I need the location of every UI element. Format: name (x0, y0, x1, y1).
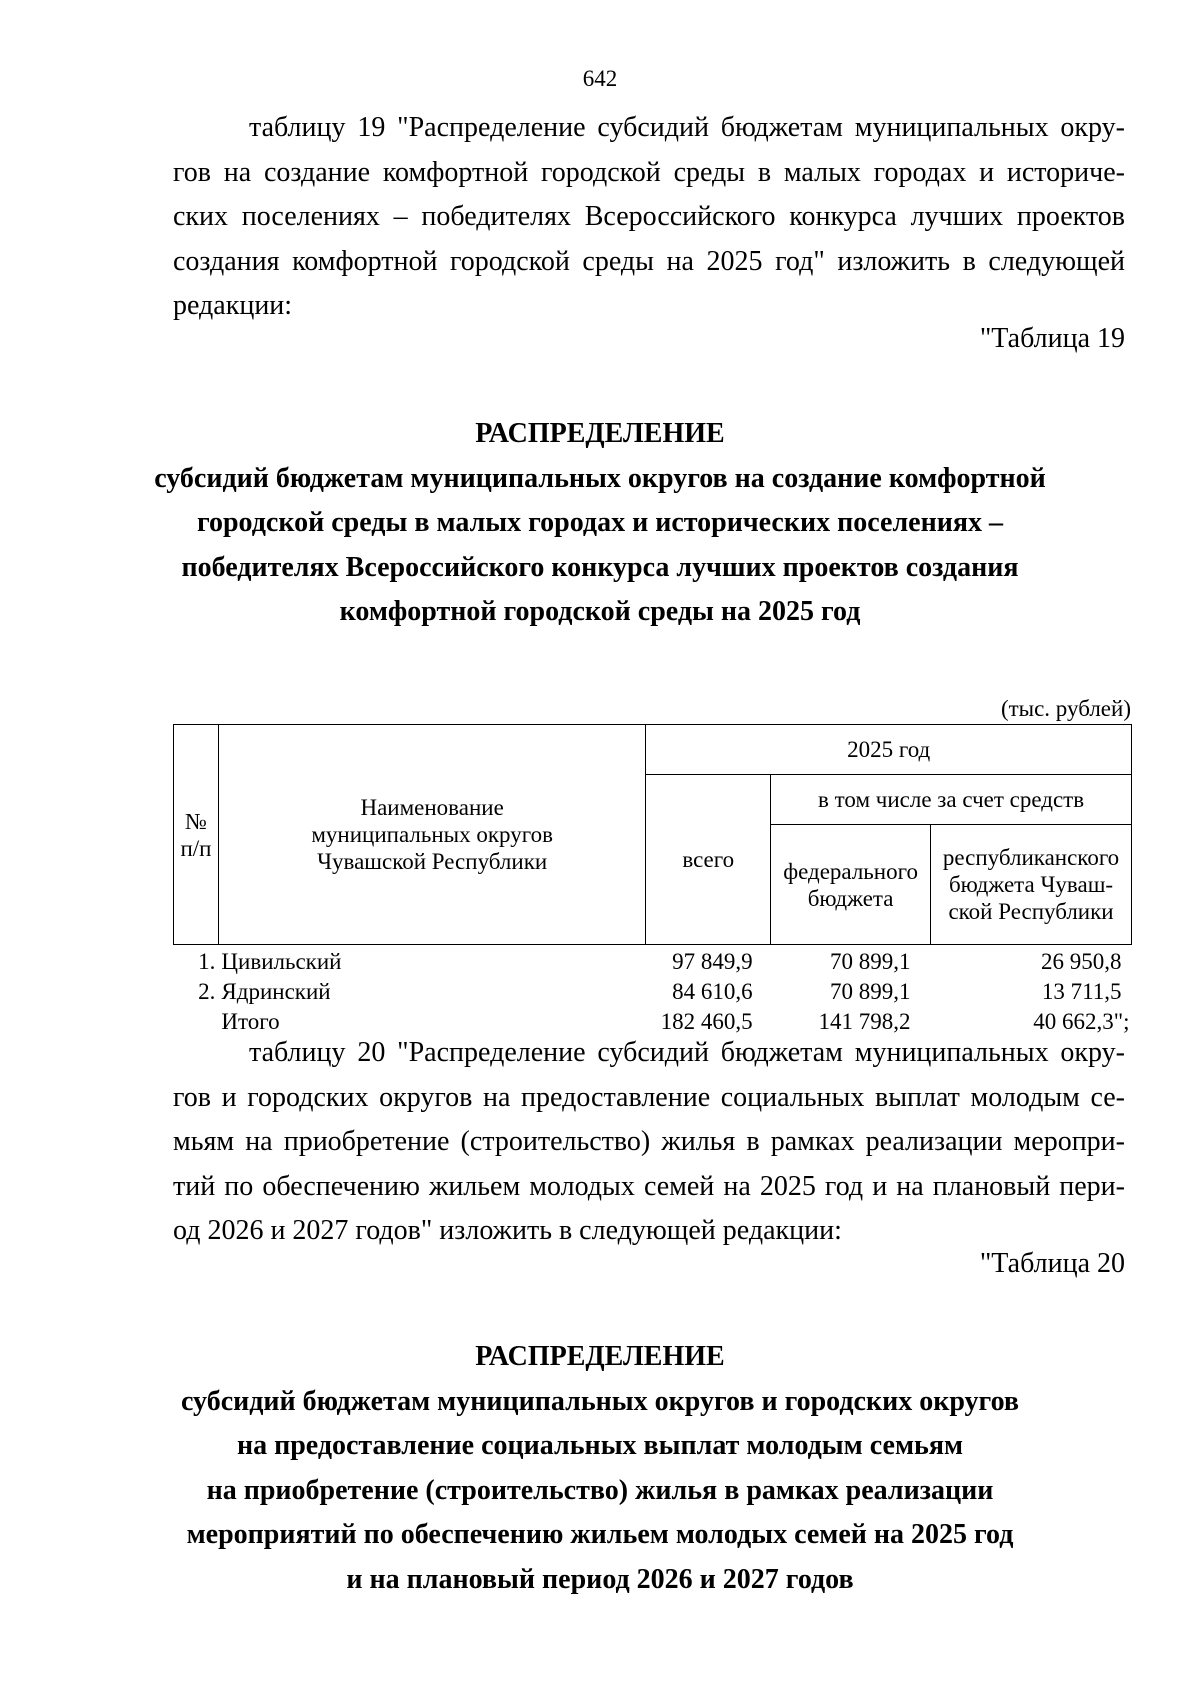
table-20-label: "Таблица 20 (979, 1248, 1125, 1279)
intro-paragraph-table-20 (173, 1031, 1125, 1254)
table-row (174, 945, 1132, 978)
total-name: Итого (221, 1009, 280, 1034)
table-19-label: "Таблица 19 (979, 323, 1125, 354)
paragraph-line: создания комфортной городской среды на 2025 год" изложить в следующей (173, 245, 1125, 277)
paragraph-line: таблицу 20 "Распределение субсидий бюджетам муниципальных окру- (249, 1037, 1125, 1068)
title-line: субсидий бюджетам муниципальных округов и городских округов (181, 1385, 1019, 1417)
row-total: 84 610,6 (672, 979, 753, 1004)
total-total: 182 460,5 (660, 1009, 753, 1034)
table-19-title (0, 412, 1200, 635)
header-federal: федерального бюджета (771, 825, 931, 945)
title-line: субсидий бюджетам муниципальных округов на создание комфортной (154, 462, 1046, 494)
table-20-title (0, 1335, 1200, 1602)
paragraph-line: мьям на приобретение (строительство) жилья в рамках реализации меропри- (173, 1126, 1125, 1157)
row-number: 2. (198, 979, 216, 1004)
header-including: в том числе за счет средств (771, 775, 1132, 825)
paragraph-line: таблицу 19 "Распределение субсидий бюджетам муниципальных окру- (249, 112, 1125, 143)
title-heading: РАСПРЕДЕЛЕНИЕ (475, 418, 725, 449)
distribution-table-19 (173, 724, 1132, 1037)
total-federal: 141 798,2 (818, 1009, 911, 1034)
header-republican: республиканского бюджета Чуваш-ской Республики (931, 825, 1132, 945)
row-federal: 70 899,1 (830, 949, 911, 974)
total-republican: 40 662,3"; (1033, 1009, 1130, 1034)
row-name: Ядринский (221, 979, 331, 1004)
title-line: комфортной городской среды на 2025 год (339, 596, 861, 627)
title-line: и на плановый период 2026 и 2027 годов (346, 1563, 854, 1595)
page-number: 642 (582, 66, 618, 91)
title-line: мероприятий по обеспечению жильем молодых семей на 2025 год (186, 1519, 1014, 1550)
table-row (174, 977, 1132, 1007)
title-line: на приобретение (строительство) жилья в рамках реализации (206, 1474, 994, 1506)
paragraph-line: тий по обеспечению жильем молодых семей на 2025 год и на плановый пери- (173, 1170, 1125, 1202)
title-heading: РАСПРЕДЕЛЕНИЕ (475, 1341, 725, 1372)
header-year: 2025 год (646, 725, 1132, 775)
row-federal: 70 899,1 (830, 979, 911, 1004)
header-name: Наименование муниципальных округов Чувашской Республики (218, 725, 645, 945)
paragraph-line: гов и городских округов на предоставление социальных выплат молодым се- (173, 1081, 1125, 1113)
title-line: победителях Всероссийского конкурса лучших проектов создания (181, 551, 1019, 583)
row-total: 97 849,9 (672, 949, 753, 974)
title-line: городской среды в малых городах и исторических поселениях – (196, 507, 1004, 538)
title-line: на предоставление социальных выплат молодым семьям (236, 1430, 964, 1461)
units-label: (тыс. рублей) (1000, 696, 1131, 721)
intro-paragraph-table-19 (173, 106, 1125, 329)
paragraph-line: од 2026 и 2027 годов" изложить в следующей редакции: (173, 1215, 842, 1246)
row-name: Цивильский (221, 949, 342, 974)
header-number: № п/п (174, 725, 219, 945)
row-republican: 26 950,8 (1041, 949, 1122, 974)
row-number: 1. (198, 949, 216, 974)
header-total: всего (646, 775, 771, 945)
paragraph-line: гов на создание комфортной городской среды в малых городах и историче- (173, 156, 1125, 188)
paragraph-line: редакции: (173, 290, 293, 321)
paragraph-line: ских поселениях – победителях Всероссийского конкурса лучших проектов (173, 201, 1125, 232)
row-republican: 13 711,5 (1041, 979, 1122, 1004)
